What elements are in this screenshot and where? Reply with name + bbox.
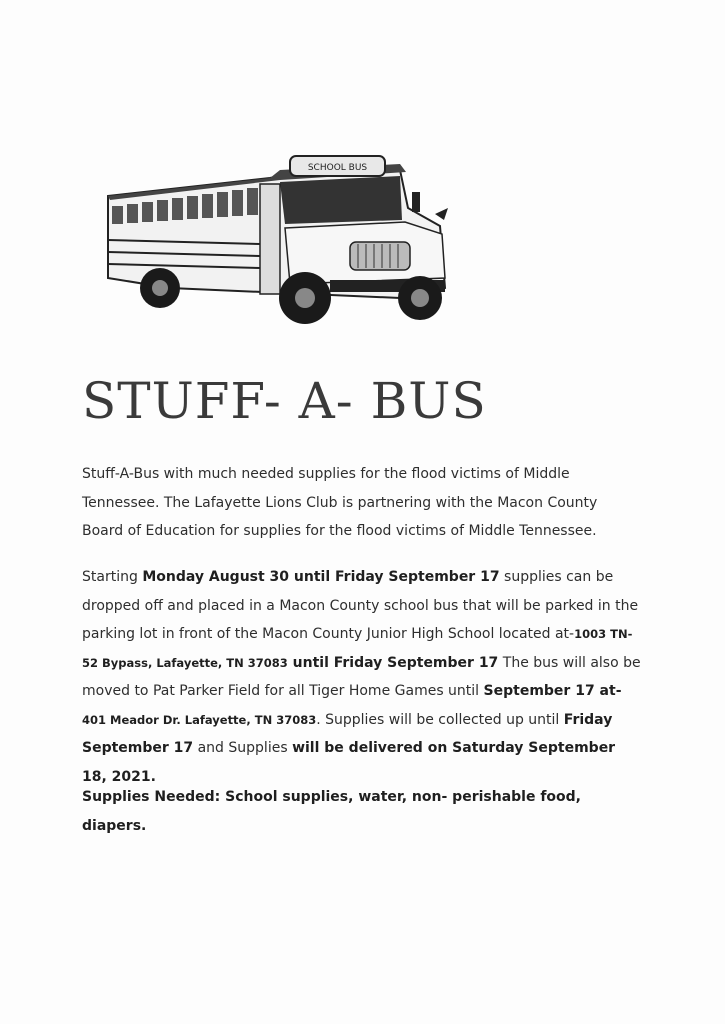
end-date: until Friday September 17 <box>287 654 499 671</box>
details-text: supplies can be dropped off and placed in a Macon County school bus that will be parked in the parking lot in front of the Macon County Junior High School located at- <box>82 569 639 642</box>
details-text: Starting <box>82 569 143 585</box>
collection-dates: Monday August 30 until Friday September 17 <box>142 569 500 585</box>
field-address: 401 Meador Dr. Lafayette, TN 37083 <box>82 712 317 727</box>
intro-line-1: Stuff-A-Bus with much needed supplies for the flood victims of Middle Tennessee. <box>82 466 570 511</box>
intro-line-2: The Lafayette Lions Club is partnering with the Macon County Board of Education <box>82 494 598 539</box>
intro-paragraph <box>82 460 642 546</box>
intro-line-3: for supplies for the flood victims of Middle Tennessee. <box>219 523 597 539</box>
bus-sign-text: SCHOOL BUS <box>307 163 368 173</box>
details-paragraph <box>82 563 642 791</box>
flyer-title: STUFF- A- BUS <box>82 372 487 430</box>
field-end-date: September 17 at- <box>483 683 622 699</box>
school-bus-image <box>100 148 460 338</box>
supplies-needed: Supplies Needed: School supplies, water, non- perishable food, diapers. <box>82 789 581 834</box>
collection-end-date: Friday September 17 <box>82 711 613 756</box>
school-address: 1003 TN-52 Bypass, Lafayette, TN 37083 <box>82 627 633 670</box>
details-text: . Supplies will be collected up until <box>316 711 564 728</box>
delivery-date: will be delivered on Saturday September 18, 2021. <box>82 740 616 785</box>
details-text: The bus will also be moved to Pat Parker Field for all Tiger Home Games until <box>82 654 641 699</box>
details-text: and Supplies <box>193 740 293 756</box>
